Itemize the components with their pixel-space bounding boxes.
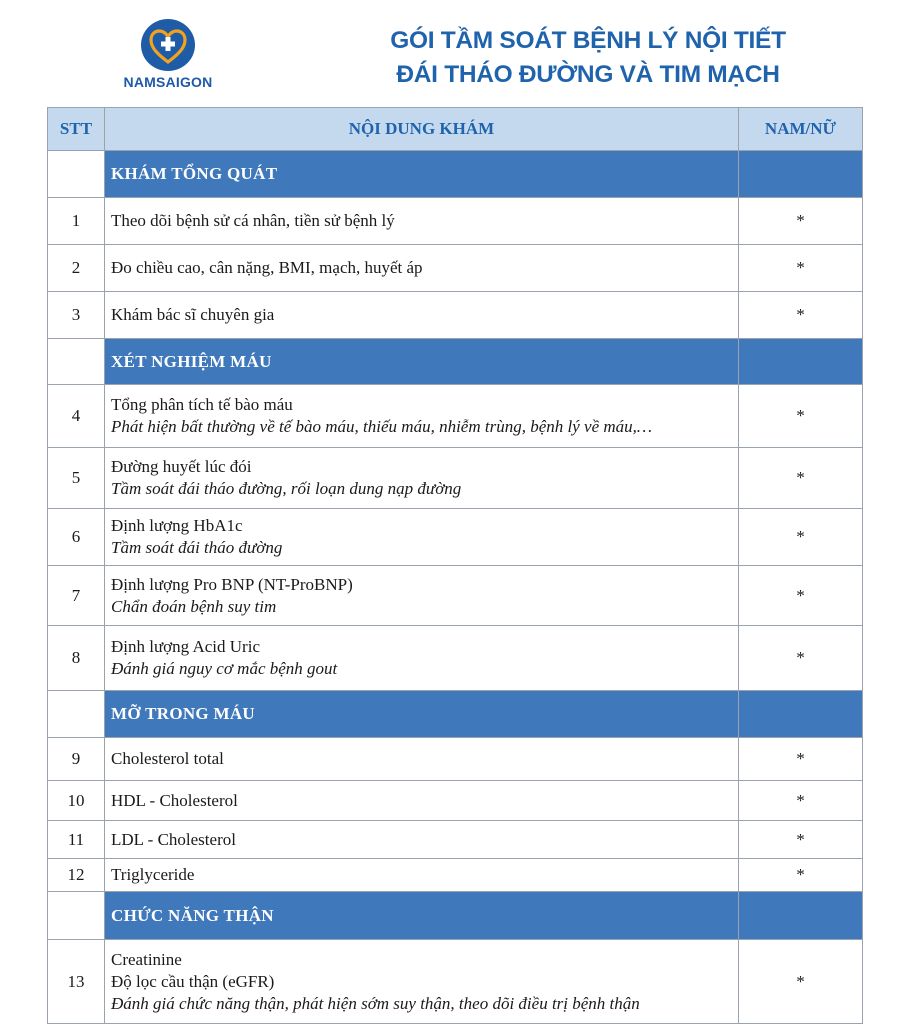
row-stt: 4 <box>48 385 105 448</box>
row-name: Triglyceride <box>105 859 739 892</box>
section-stt-cell <box>48 151 105 198</box>
table-row <box>48 509 863 566</box>
title-line-1: GÓI TẦM SOÁT BỆNH LÝ NỘI TIẾT <box>390 27 786 54</box>
row-name: Creatinine <box>111 949 182 969</box>
row-stt: 5 <box>48 448 105 509</box>
row-content <box>105 385 739 448</box>
row-name: Khám bác sĩ chuyên gia <box>105 292 739 339</box>
row-mark: * <box>739 738 863 781</box>
table-row <box>48 859 863 892</box>
row-content <box>105 566 739 626</box>
table-row <box>48 198 863 245</box>
table-row <box>48 566 863 626</box>
heart-plus-logo-icon <box>140 18 196 72</box>
section-end-cell <box>739 892 863 940</box>
row-name: Theo dõi bệnh sử cá nhân, tiền sử bệnh lý <box>105 198 739 245</box>
row-stt: 11 <box>48 821 105 859</box>
row-content <box>105 448 739 509</box>
row-content <box>105 509 739 566</box>
column-header-content: NỘI DUNG KHÁM <box>105 108 739 151</box>
title-line-2: ĐÁI THÁO ĐƯỜNG VÀ TIM MẠCH <box>396 61 780 88</box>
row-stt: 9 <box>48 738 105 781</box>
table-header-row <box>48 108 863 151</box>
row-name: Định lượng Pro BNP (NT-ProBNP) <box>111 574 353 594</box>
row-name: HDL - Cholesterol <box>105 781 739 821</box>
row-mark: * <box>739 626 863 691</box>
table-row <box>48 738 863 781</box>
table-row <box>48 940 863 1024</box>
row-mark: * <box>739 859 863 892</box>
row-mark: * <box>739 566 863 626</box>
column-header-stt: STT <box>48 108 105 151</box>
section-row-kidney <box>48 892 863 940</box>
row-name-secondary: Độ lọc cầu thận (eGFR) <box>111 971 275 991</box>
row-stt: 12 <box>48 859 105 892</box>
row-description: Phát hiện bất thường về tế bào máu, thiếu máu, nhiễm trùng, bệnh lý về máu,… <box>111 417 653 436</box>
row-name: Đường huyết lúc đói <box>111 457 252 476</box>
section-end-cell <box>739 691 863 738</box>
table-row <box>48 821 863 859</box>
table-row <box>48 626 863 691</box>
row-stt: 3 <box>48 292 105 339</box>
logo-text: NAMSAIGON <box>123 74 213 90</box>
section-stt-cell <box>48 892 105 940</box>
row-stt: 13 <box>48 940 105 1024</box>
section-stt-cell <box>48 339 105 385</box>
row-mark: * <box>739 245 863 292</box>
row-stt: 8 <box>48 626 105 691</box>
row-mark: * <box>739 509 863 566</box>
row-mark: * <box>739 292 863 339</box>
table-row <box>48 781 863 821</box>
section-end-cell <box>739 339 863 385</box>
row-name: Định lượng Acid Uric <box>111 637 260 656</box>
row-stt: 2 <box>48 245 105 292</box>
row-description: Tầm soát đái tháo đường, rối loạn dung nạp đường <box>111 479 462 498</box>
row-mark: * <box>739 821 863 859</box>
page-title <box>318 24 858 92</box>
row-description: Tầm soát đái tháo đường <box>111 538 283 557</box>
table-row <box>48 292 863 339</box>
row-name: Định lượng HbA1c <box>111 516 243 535</box>
exam-package-table <box>47 107 863 1024</box>
row-name: Đo chiều cao, cân nặng, BMI, mạch, huyết áp <box>105 245 739 292</box>
section-row-general <box>48 151 863 198</box>
section-stt-cell <box>48 691 105 738</box>
row-content <box>105 626 739 691</box>
section-end-cell <box>739 151 863 198</box>
section-title-blood: XÉT NGHIỆM MÁU <box>105 339 739 385</box>
row-mark: * <box>739 940 863 1024</box>
row-name: Cholesterol total <box>105 738 739 781</box>
table-row <box>48 385 863 448</box>
row-description: Đánh giá chức năng thận, phát hiện sớm suy thận, theo dõi điều trị bệnh thận <box>111 993 640 1013</box>
row-mark: * <box>739 448 863 509</box>
row-mark: * <box>739 198 863 245</box>
column-header-gender: NAM/NỮ <box>739 108 863 151</box>
row-stt: 6 <box>48 509 105 566</box>
table-row <box>48 448 863 509</box>
row-description: Đánh giá nguy cơ mắc bệnh gout <box>111 659 338 678</box>
row-name: LDL - Cholesterol <box>105 821 739 859</box>
row-stt: 1 <box>48 198 105 245</box>
section-row-lipid <box>48 691 863 738</box>
row-mark: * <box>739 781 863 821</box>
row-description: Chẩn đoán bệnh suy tim <box>111 596 277 616</box>
row-content <box>105 940 739 1024</box>
table-row <box>48 245 863 292</box>
row-stt: 7 <box>48 566 105 626</box>
section-row-blood <box>48 339 863 385</box>
row-name: Tổng phân tích tế bào máu <box>111 395 293 414</box>
section-title-lipid: MỠ TRONG MÁU <box>105 691 739 738</box>
row-mark: * <box>739 385 863 448</box>
section-title-kidney: CHỨC NĂNG THẬN <box>105 892 739 940</box>
row-stt: 10 <box>48 781 105 821</box>
namsaigon-logo <box>118 18 218 100</box>
section-title-general: KHÁM TỔNG QUÁT <box>105 151 739 198</box>
